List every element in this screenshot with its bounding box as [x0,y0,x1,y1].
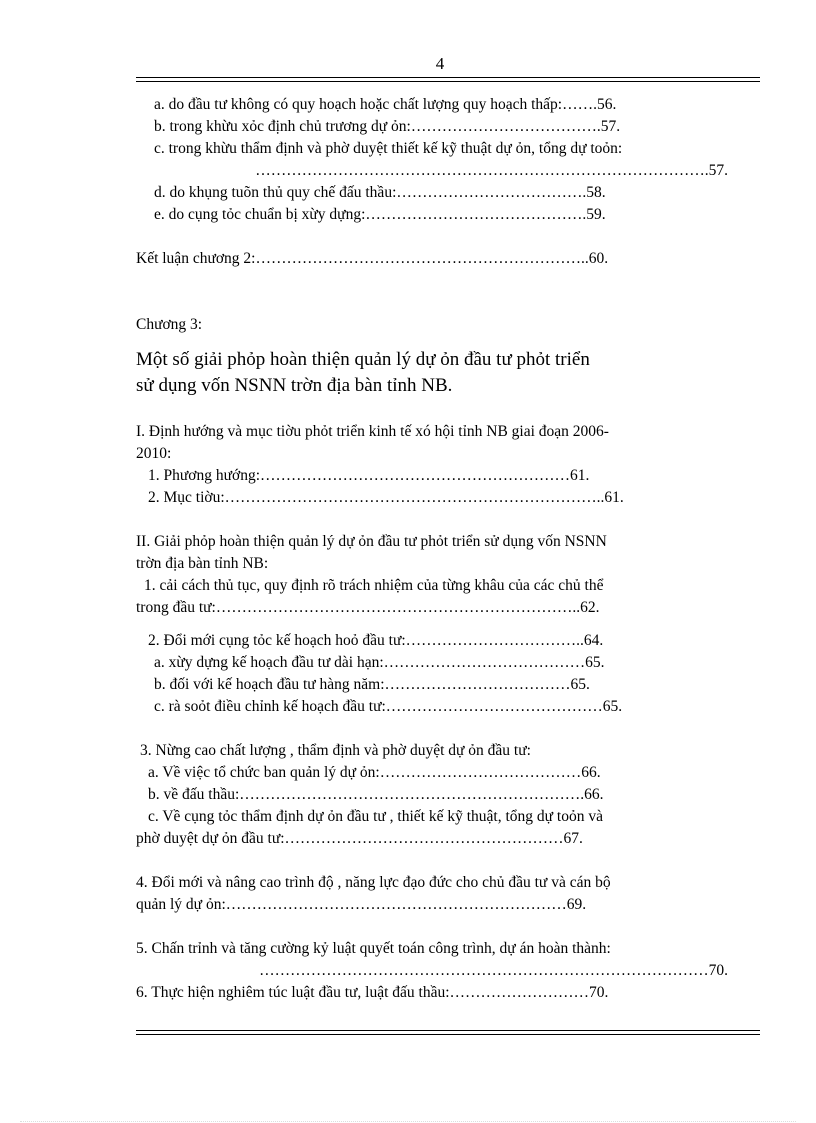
toc-entry-2-4: 4. Đổi mới và nâng cao trình độ , năng lực đạo đức cho chủ đầu tư và cán bộ [136,874,611,891]
toc-entry-2b: b. trong khừu xỏc định chủ trương dự ỏn:……………………………….57. [154,118,621,135]
toc-entry-2-6: 6. Thực hiện nghiêm túc luật đầu tư, luật đấu thầu:………………………70. [136,984,609,1001]
chapter-3-label: Chương 3: [136,316,203,333]
toc-entry-2-3c: c. Về cụng tỏc thẩm định dự ỏn đầu tư , thiết kế kỹ thuật, tổng dự toỏn và [148,808,603,825]
chapter-3-title-line2: sử dụng vốn NSNN trờn địa bàn tỉnh NB. [136,375,453,396]
chapter-3-title-line1: Một số giải phỏp hoàn thiện quản lý dự ỏn đầu tư phỏt triển [136,349,590,370]
section-1-heading-cont: 2010: [136,445,172,462]
table-of-contents [136,94,728,1004]
toc-entry-2-3c-cont: phờ duyệt dự ỏn đầu tư:………………………………………………67. [136,830,583,847]
section-2-heading: II. Giải phỏp hoàn thiện quản lý dự ỏn đầu tư phỏt triển sử dụng vốn NSNN [136,533,607,550]
toc-entry-1-1: 1. Phương hướng:……………………………………………………61. [148,467,590,484]
toc-entry-2-3a: a. Về việc tổ chức ban quản lý dự ỏn:…………………………………66. [148,764,601,781]
toc-entry-2-2: 2. Đổi mới cụng tỏc kế hoạch hoỏ đầu tư:……………………………..64. [148,632,604,649]
toc-entry-2c: c. trong khừu thẩm định và phờ duyệt thiết kế kỹ thuật dự ỏn, tổng dự toỏn: [154,140,623,157]
toc-entry-2-5-page: ……………………………………………………………………………70. [259,962,728,979]
toc-entry-2-2c: c. rà soỏt điều chỉnh kế hoạch đầu tư:……………………………………65. [154,698,623,715]
toc-entry-2-1-cont: trong đầu tư:……………………………………………………………..62. [136,599,600,616]
toc-entry-2-2b: b. đối với kế hoạch đầu tư hàng năm:………………………………65. [154,676,590,693]
page-number: 4 [435,54,445,73]
toc-entry-2-5: 5. Chấn trỉnh và tăng cường kỷ luật quyết toán công trình, dự án hoàn thành: [136,940,611,957]
footer-rule-top [136,1030,760,1031]
toc-entry-2-1: 1. cải cách thủ tục, quy định rõ trách nhiệm của từng khâu của các chủ thể [144,577,604,594]
toc-entry-2-3b: b. về đấu thầu:………………………………………………………….66. [148,786,604,803]
header-rule-top [136,77,760,78]
toc-entry-2-2a: a. xừy dựng kế hoạch đầu tư dài hạn:…………………………………65. [154,654,605,671]
toc-entry-2-3: 3. Nừng cao chất lượng , thẩm định và phờ duyệt dự ỏn đầu tư: [140,742,531,759]
toc-entry-2c-page: …………………………………………………………………………….57. [255,162,728,179]
section-1-heading: I. Định hướng và mục tiờu phỏt triển kinh tế xó hội tỉnh NB giai đoạn 2006- [136,423,609,440]
section-2-heading-cont: trờn địa bàn tỉnh NB: [136,555,269,572]
toc-entry-2-4-cont: quản lý dự ỏn:…………………………………………………………69. [136,896,587,913]
toc-entry-1-2: 2. Mục tiờu:………………………………………………………………..61. [148,489,624,506]
page-bottom-border [20,1121,796,1122]
footer-rule-bottom [136,1034,760,1035]
toc-entry-2d: d. do khụng tuõn thủ quy chế đấu thầu:……………………………….58. [154,184,606,201]
header-rule-bottom [136,81,760,82]
toc-entry-2a: a. do đầu tư không có quy hoạch hoặc chất lượng quy hoạch thấp:…….56. [154,96,617,113]
toc-ket-luan-2: Kết luận chương 2:………………………………………………………..60. [136,250,609,267]
toc-entry-2e: e. do cụng tỏc chuẩn bị xừy dựng:…………………………………….59. [154,206,606,223]
